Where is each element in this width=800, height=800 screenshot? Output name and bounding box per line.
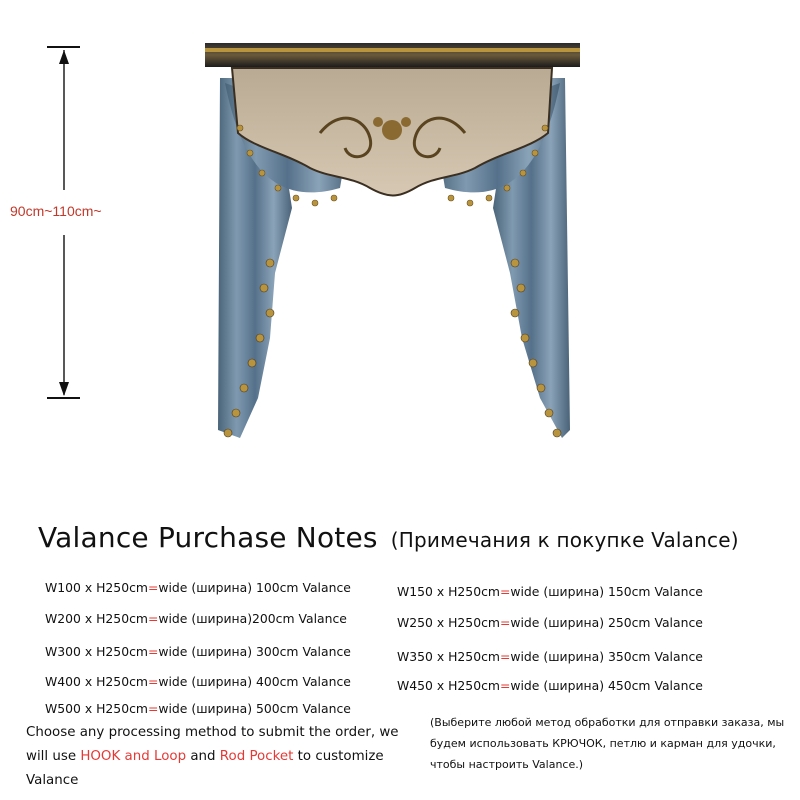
spec-row: W200 x H250cm=wide (ширина)200cm Valance: [45, 611, 347, 626]
height-measurement-label: 90cm~110cm~: [10, 203, 102, 219]
processing-note-russian: (Выберите любой метод обработки для отправки заказа, мы будем использовать КРЮЧОК, петлю и карман для удочки, чтобы настроить Valance.): [430, 716, 785, 771]
spec-row: W450 x H250cm=wide (ширина) 450cm Valance: [397, 678, 703, 693]
processing-note-english: Choose any processing method to submit the order, we will use HOOK and Loop and Rod Pocket to customize Valance: [26, 725, 399, 788]
spec-row: W300 x H250cm=wide (ширина) 300cm Valance: [45, 644, 351, 659]
rod-pocket-text: Rod Pocket: [219, 749, 294, 764]
spec-row: W400 x H250cm=wide (ширина) 400cm Valance: [45, 674, 351, 689]
spec-row: W100 x H250cm=wide (ширина) 100cm Valance: [45, 580, 351, 595]
title-main-text: Valance Purchase Notes: [38, 521, 378, 554]
purchase-notes-title: [38, 521, 739, 554]
valance-curtain-image: [200, 38, 585, 448]
spec-row: W500 x H250cm=wide (ширина) 500cm Valance: [45, 701, 351, 716]
hook-and-loop-text: HOOK and Loop: [80, 749, 187, 764]
height-dimension-arrow: [40, 40, 90, 410]
spec-row: W250 x H250cm=wide (ширина) 250cm Valance: [397, 615, 703, 630]
spec-row: W350 x H250cm=wide (ширина) 350cm Valance: [397, 649, 703, 664]
title-sub-text: (Примечания к покупке Valance): [390, 528, 739, 552]
spec-row: W150 x H250cm=wide (ширина) 150cm Valance: [397, 584, 703, 599]
